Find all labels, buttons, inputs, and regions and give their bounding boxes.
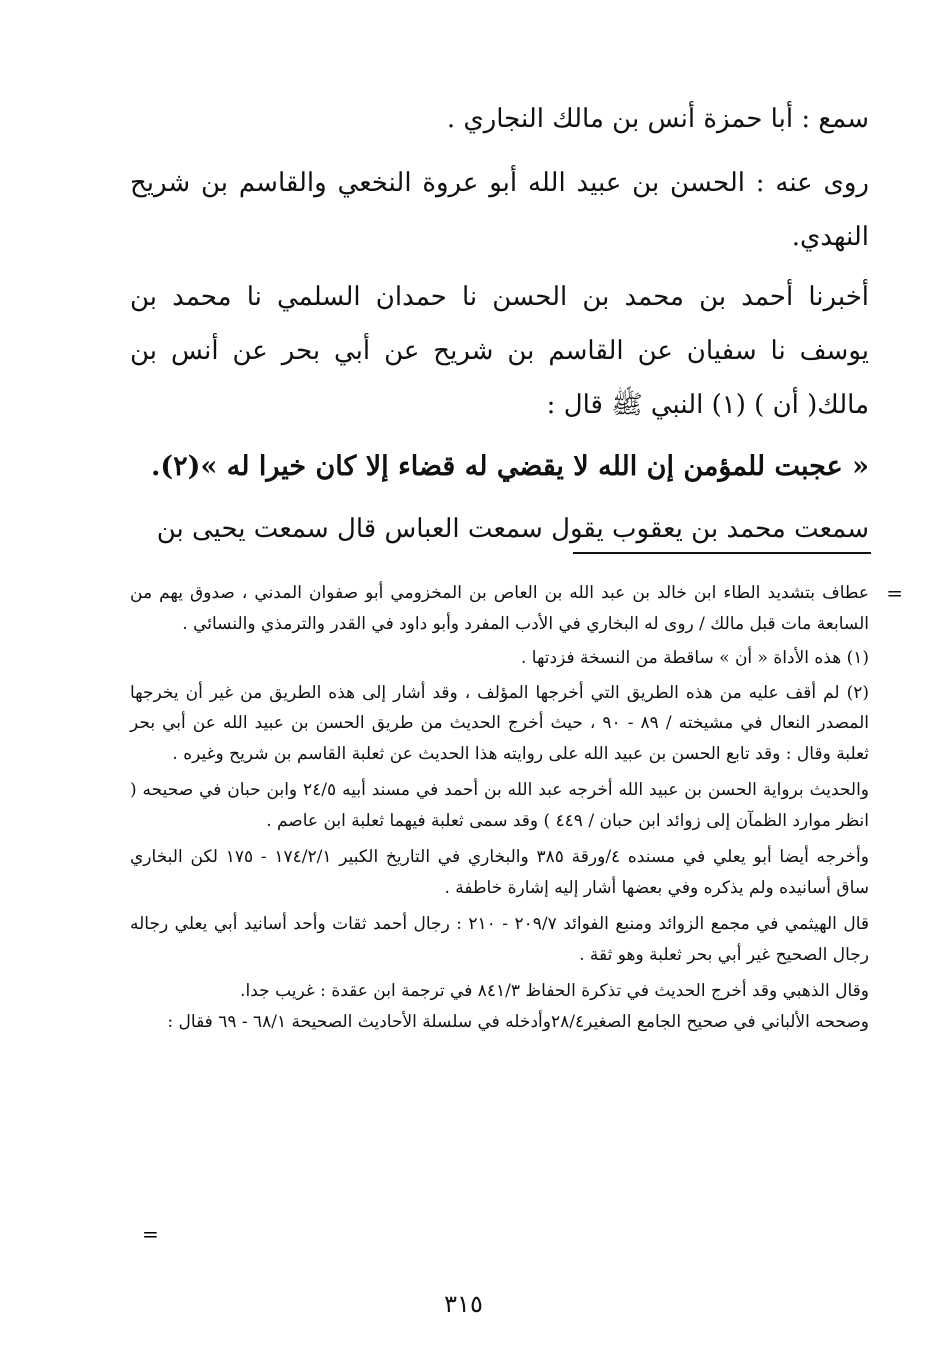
narrated-line: روى عنه : الحسن بن عبيد الله أبو عروة النخعي والقاسم بن شريح النهدي. — [130, 168, 869, 252]
footnote-2-para-6: وصححه الألباني في صحيح الجامع الصغير٢٨/٤وأدخله في سلسلة الأحاديث الصحيحة ٦٨/١ - ٦٩ فقال : — [167, 1011, 869, 1032]
footnote-continued: عطاف بتشديد الطاء ابن خالد بن عبد الله بن العاص بن المخزومي أبو صفوان المدني ، صدوق يهم من السابعة مات قبل مالك / روى له البخاري في الأدب المفرد وأبو داود في القدر والترمذي والنسائي . — [130, 583, 869, 634]
footnote-divider — [573, 552, 871, 554]
page-number: ٣١٥ — [444, 1290, 483, 1318]
footnotes — [130, 578, 903, 1037]
main-text — [130, 88, 869, 560]
hadith-text: « عجبت للمؤمن إن الله لا يقضي له قضاء إلا كان خيرا له »(٢). — [150, 451, 869, 482]
continuation-marker: = — [886, 581, 903, 605]
next-chain-line: سمعت محمد بن يعقوب يقول سمعت العباس قال سمعت يحيى بن — [156, 514, 869, 544]
footnote-1: (١) هذه الأداة « أن » ساقطة من النسخة فزدتها . — [520, 648, 869, 668]
footnote-2-para-3: وأخرجه أيضا أبو يعلي في مسنده ٤/ورقة ٣٨٥ والبخاري في التاريخ الكبير ١٧٤/٢/١ - ١٧٥ لكن البخاري ساق أسانيده ولم يذكره وفي بعضها أشار إليه إشارة خاطفة . — [130, 847, 869, 898]
heard-line: سمع : أبا حمزة أنس بن مالك النجاري . — [446, 104, 869, 134]
footnote-2-para-5: وقال الذهبي وقد أخرج الحديث في تذكرة الحفاظ ٨٤١/٣ في ترجمة ابن عقدة : غريب جدا. — [240, 981, 869, 1001]
footnote-2: (٢) لم أقف عليه من هذه الطريق التي أخرجها المؤلف ، وقد أشار إلى هذه الطريق من غير أن يخرجها المصدر النعال في مشيخته / ٨٩ - ٩٠ ، حيث أخرج الحديث من طريق الحسن بن عبيد الله عن أبي بحر ثعلبة وقال : وقد تابع الحسن بن عبيد الله على روايته هذا الحديث عن ثعلبة القاسم بن شريح وغيره . — [130, 682, 869, 764]
footnote-2-para-2: والحديث برواية الحسن بن عبيد الله أخرجه عبد الله بن أحمد في مسند أبيه ٢٤/٥ وابن حبان في صحيحه ( انظر موارد الظمآن إلى زوائد ابن حبان / ٤٤٩ ) وقد سمى ثعلبة فيهما ثعلبة ابن عاصم . — [130, 780, 869, 831]
footnote-2-para-4: قال الهيثمي في مجمع الزوائد ومنبع الفوائد ٢٠٩/٧ - ٢١٠ : رجال أحمد ثقات وأحد أسانيد أبي يعلي رجاله رجال الصحيح غير أبي بحر ثعلبة وهو ثقة . — [130, 914, 869, 965]
continues-marker: = — [142, 1222, 159, 1246]
chain-line: أخبرنا أحمد بن محمد بن الحسن نا حمدان السلمي نا محمد بن يوسف نا سفيان عن القاسم بن شريح عن أبي بحر عن أنس بن مالك( أن ) (١) النبي ﷺ قال : — [130, 282, 869, 420]
